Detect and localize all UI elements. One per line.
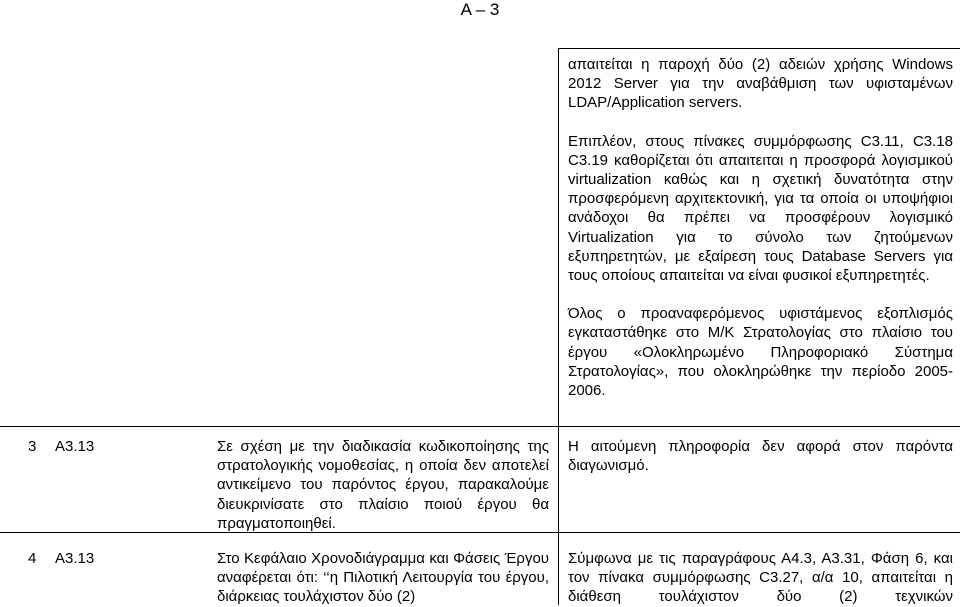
row-number: 3 — [28, 438, 37, 455]
answer-cell-continued — [568, 55, 953, 400]
page-header: Α – 3 — [460, 0, 500, 19]
table-top-border — [558, 48, 960, 49]
answer-paragraph: Όλος ο προαναφερόμενος υφιστάμενος εξοπλισμός εγκαταστάθηκε στο Μ/Κ Στρατολογίας στο πλαίσιο του έργου «Ολοκληρωμένο Πληροφοριακό Σύστημα Στρατολογίας», που ολοκληρώθηκε την περίοδο 2005-2006. — [568, 305, 953, 400]
row-reference: Α3.13 — [55, 550, 95, 567]
row-number: 4 — [28, 550, 37, 567]
answer-paragraph: Επιπλέον, στους πίνακες συμμόρφωσης C3.11, C3.18 C3.19 καθορίζεται ότι απαιτειται η προσφορά λογισμικού virtualization καθώς και η σχετική δυνατότητα στην προσφερόμενη αρχιτεκτονική, για τα οποία οι υποψήφιοι ανάδοχοι θα πρέπει να προσφέρουν λογισμικό Virtualization για το σύνολο των ζητούμενων εξυπηρετητών, με εξαίρεση τους Database Servers για τους οποίους απαιτείται να είναι φυσικοί εξυπηρετητές. — [568, 132, 953, 285]
answer-paragraph: απαιτείται η παροχή δύο (2) αδειών χρήσης Windows 2012 Server για την αναβάθμιση των υφισταμένων LDAP/Application servers. — [568, 56, 953, 112]
answer-text: Σύμφωνα με τις παραγράφους Α4.3, Α3.31, Φάση 6, και τον πίνακα συμμόρφωσης C3.27, α/α 10, απαιτείται η διάθεση τουλάχιστον δύο (2) τεχνικών — [568, 550, 953, 606]
row-divider-1 — [0, 426, 960, 427]
column-divider-left — [558, 48, 559, 605]
question-text: Σε σχέση με την διαδικασία κωδικοποίησης της στρατολογικής νομοθεσίας, η οποία δεν αποτελεί αντικείμενο του παρόντος έργου, παρακαλούμε διευκρινίσατε στο πλαίσιο ποιού έργου θα πραγματοποιηθεί. — [217, 438, 549, 532]
question-text: Στο Κεφάλαιο Χρονοδιάγραμμα και Φάσεις Έργου αναφέρεται ότι: ‘‘η Πιλοτική Λειτουργία του έργου, διάρκειας τουλάχιστον δύο (2) — [217, 550, 549, 606]
answer-text: Η αιτούμενη πληροφορία δεν αφορά στον παρόντα διαγωνισμό. — [568, 438, 953, 475]
row-reference: Α3.13 — [55, 438, 95, 455]
